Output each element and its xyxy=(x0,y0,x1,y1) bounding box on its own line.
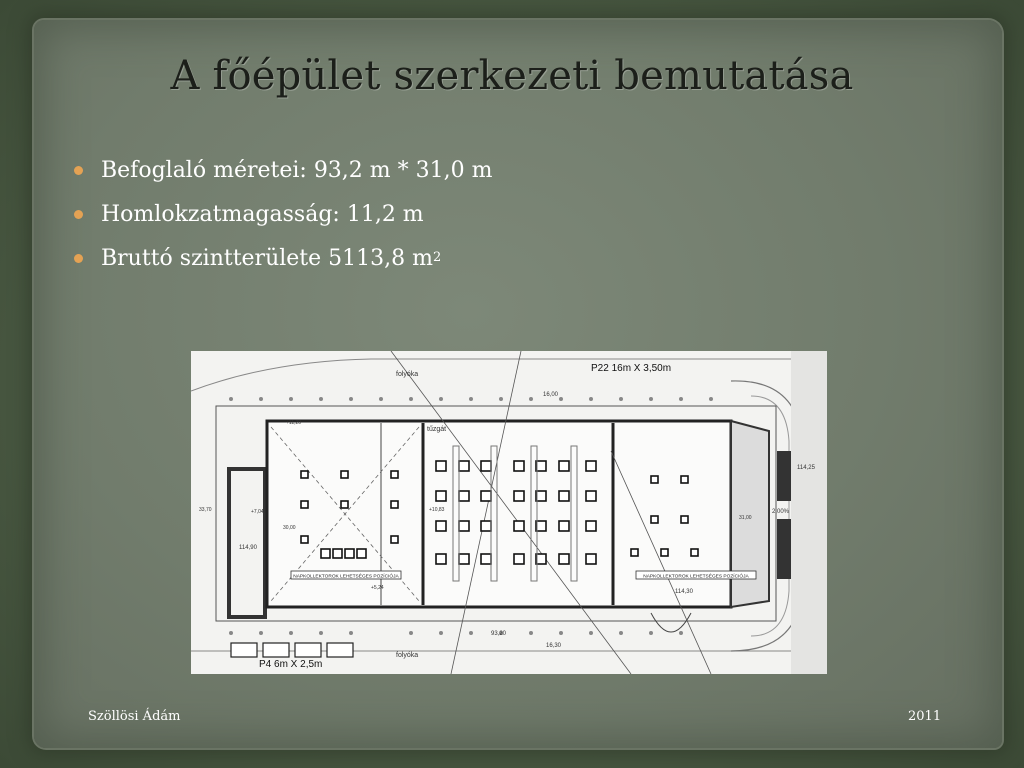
slide-title: A főépület szerkezeti bemutatása xyxy=(170,53,854,99)
bullet-value: 11,2 m xyxy=(346,201,424,227)
level-label: 114,30 xyxy=(675,589,693,595)
gutter-label-top: folyóka xyxy=(396,371,419,378)
room-label: tűzgát xyxy=(427,426,447,433)
level-label: 114,25 xyxy=(797,465,815,471)
bullet-value: 93,2 m * 31,0 m xyxy=(313,157,493,183)
level-label: +11,20 xyxy=(286,420,302,426)
bullet-value: 5113,8 m xyxy=(328,245,434,271)
bullet-label: Homlokzatmagasság xyxy=(101,201,333,227)
level-label: 30,00 xyxy=(283,525,296,531)
footer-author: Szöllösi Ádám xyxy=(88,709,181,724)
level-label: 31,00 xyxy=(739,515,752,521)
bullet-dot-icon xyxy=(74,254,83,263)
level-label: 33,70 xyxy=(199,507,212,513)
level-label: +10,83 xyxy=(429,507,445,513)
solar-label-right: NAPKOLLEKTOROK LEHETSÉGES POZÍCIÓJA xyxy=(643,574,749,580)
bullet-item-height: Homlokzatmagasság : 11,2 m xyxy=(72,192,492,236)
bullet-list xyxy=(72,148,492,280)
parking-top-label: P22 16m X 3,50m xyxy=(591,363,672,374)
slope-label: 2,00% xyxy=(772,509,790,515)
bullet-item-dimensions: Befoglaló méretei : 93,2 m * 31,0 m xyxy=(72,148,492,192)
level-label: 93,20 xyxy=(491,631,507,637)
level-label: +5,24 xyxy=(371,585,384,591)
parking-bottom-label: P4 6m X 2,5m xyxy=(259,659,323,670)
site-plan-image xyxy=(191,351,827,674)
bullet-label: Befoglaló méretei xyxy=(101,157,300,183)
bullet-dot-icon xyxy=(74,210,83,219)
level-label: +7,04 xyxy=(251,509,264,515)
level-label: 114,90 xyxy=(239,545,257,551)
footer-year: 2011 xyxy=(908,709,942,724)
solar-label-left: NAPKOLLEKTOROK LEHETSÉGES POZÍCIÓJA xyxy=(293,574,399,580)
level-label: 16,00 xyxy=(543,392,559,398)
bullet-item-floor-area: Bruttó szintterülete 5113,8 m 2 xyxy=(72,236,492,280)
level-label: 16,30 xyxy=(546,643,562,649)
bullet-dot-icon xyxy=(74,166,83,175)
bullet-label: Bruttó szintterülete xyxy=(101,245,322,271)
gutter-label-bottom: folyóka xyxy=(396,652,419,659)
